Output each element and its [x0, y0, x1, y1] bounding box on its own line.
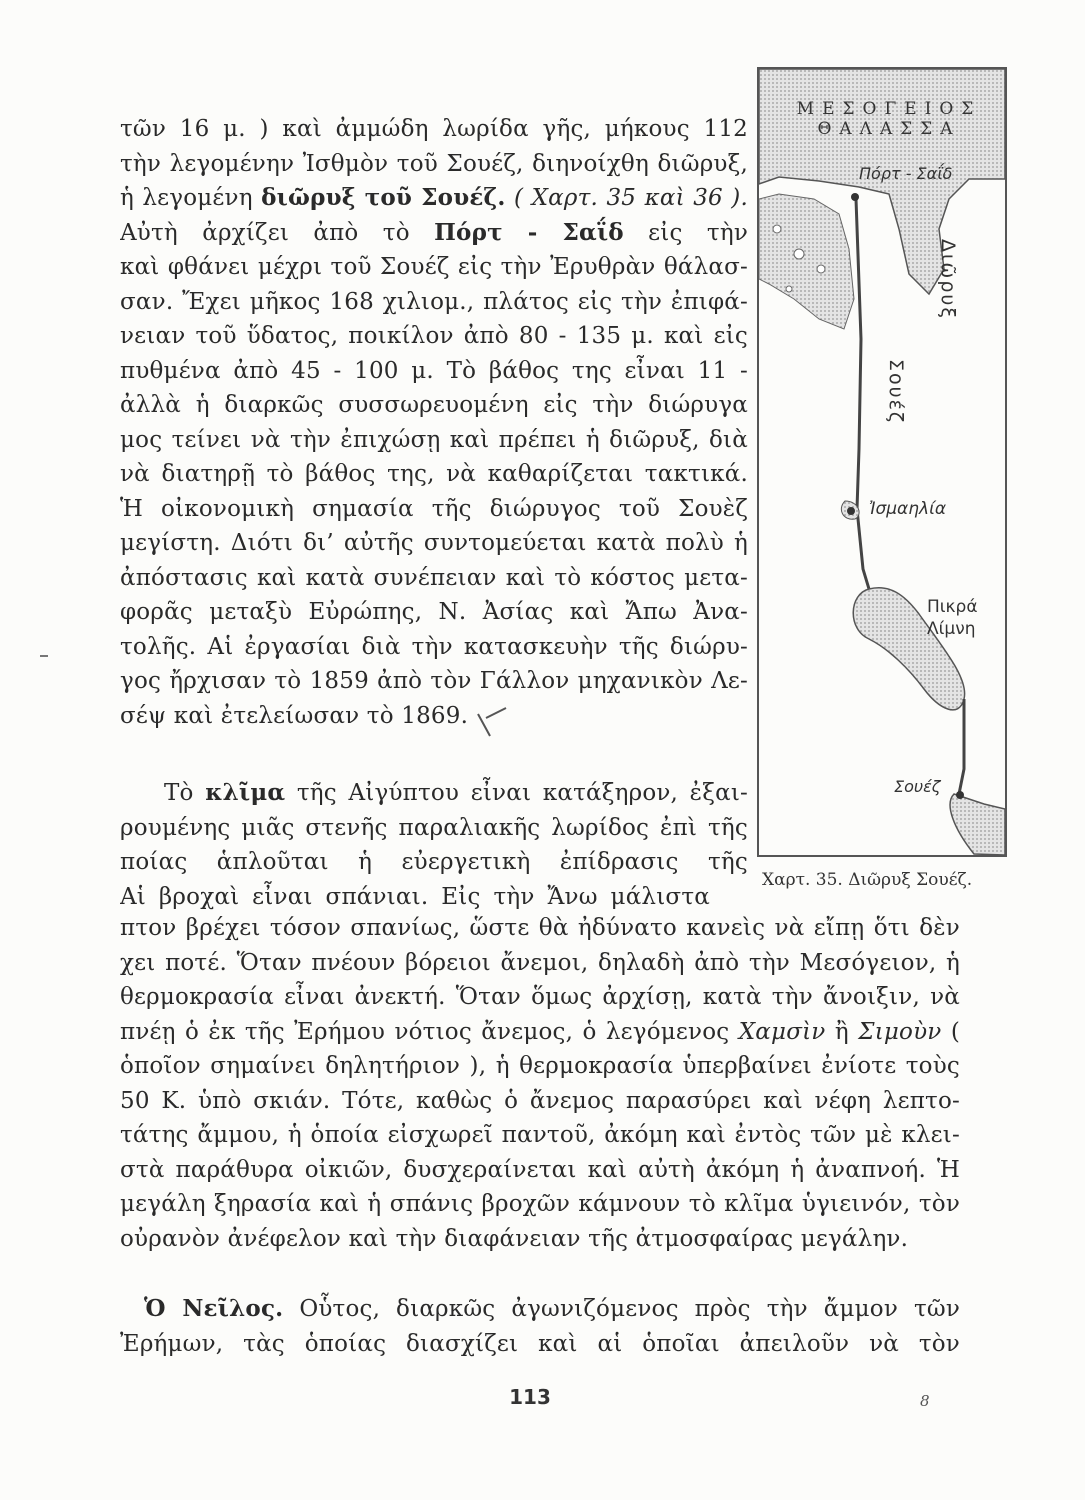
text-line: μεγίστη. Διότι δι’ αὐτῆς συντομεύεται κατὰ πολὺ ἡ: [120, 530, 748, 556]
text-line: Ἐρήμων, τὰς ὁποίας διασχίζει καὶ αἱ ὁποῖαι ἀπειλοῦν νὰ τὸν: [120, 1330, 960, 1357]
text-line: οὐρανὸν ἀνέφελον καὶ τὴν διαφάνειαν τῆς ἀτμοσφαίρας μεγάλην.: [120, 1225, 909, 1252]
text-line: ρουμένης μιᾶς στενῆς παραλιακῆς λωρίδος ἐπὶ τῆς: [120, 814, 748, 841]
text-line: μεγάλη ξηρασία καὶ ἡ σπάνις βροχῶν κάμνουν τὸ κλῖμα ὑγιεινόν, τὸν: [120, 1191, 960, 1217]
text-line: νὰ διατηρῇ τὸ βάθος της, νὰ καθαρίζεται τακτικά.: [120, 461, 748, 487]
bold-term: κλῖμα: [205, 779, 286, 806]
text-line: στὰ παράθυρα οἰκιῶν, δυσχεραίνεται καὶ αὐτὴ ἀκόμη ἡ ἀναπνοή. Ἡ: [120, 1156, 960, 1183]
text-line: νειαν τοῦ ὕδατος, ποικίλον ἀπὸ 80 - 135 μ. καὶ εἰς: [120, 323, 748, 349]
text-line: ἀπόστασις καὶ κατὰ συνέπειαν καὶ τὸ κόστος μετα-: [120, 564, 748, 591]
text-line: Τὸ κλῖμα τῆς Αἰγύπτου εἶναι κατάξηρον, ἐξαι-: [164, 779, 748, 806]
paragraph-nile: [120, 1292, 960, 1361]
text-line: 50 Κ. ὑπὸ σκιάν. Τότε, καθὼς ὁ ἄνεμος παρασύρει καὶ νέφη λεπτο-: [120, 1087, 960, 1114]
text-line: Ἡ οἰκονομικὴ σημασία τῆς διώρυγος τοῦ Σουὲζ: [120, 495, 748, 522]
map-label-lake: Λίμνη: [927, 619, 976, 639]
text-line: τῶν 16 μ. ) καὶ ἀμμώδη λωρίδα γῆς, μήκους 112: [120, 116, 748, 142]
map-label-sea: ΜΕΣΟΓΕΙΟΣ ΘΑΛΑΣΣΑ: [796, 99, 982, 139]
canal-line-south: [959, 699, 964, 794]
text-line: Αὐτὴ ἀρχίζει ἀπὸ τὸ Πόρτ - Σαΐδ εἰς τὴν: [120, 218, 748, 246]
canal-line: [856, 199, 869, 589]
text-line: ποίας ἁπλοῦται ἡ εὐεργετικὴ ἐπίδρασις τῆς: [120, 849, 748, 875]
paragraph-suez-canal: [120, 112, 748, 733]
text-line: πνέῃ ὁ ἐκ τῆς Ἐρήμου νότιος ἄνεμος, ὁ λεγόμενος Χαμσὶν ἢ Σιμοὺν (: [120, 1018, 960, 1045]
text-line: τολῆς. Αἱ ἐργασίαι διὰ τὴν κατασκευὴν τῆς διώρυ-: [120, 633, 748, 660]
suez-canal-map: [757, 67, 1007, 857]
text-line: ἡ λεγομένη διῶρυξ τοῦ Σουέζ. ( Χαρτ. 35 καὶ 36 ).: [120, 184, 748, 211]
map-label-port-said: Πόρτ - Σαΐδ: [859, 164, 953, 183]
text-line: σαν. Ἔχει μῆκος 168 χιλιομ., πλάτος εἰς τὴν ἐπιφά-: [120, 288, 748, 315]
text-line: ἀλλὰ ἡ διαρκῶς συσσωρευομένη εἰς τὴν διώρυγα: [120, 392, 748, 418]
text-line: πτον βρέχει τόσον σπανίως, ὥστε θὰ ἠδύνατο κανεὶς νὰ εἴπῃ ὅτι δὲν: [120, 915, 960, 941]
margin-dash: [40, 655, 48, 657]
bold-term: διῶρυξ τοῦ Σουέζ.: [261, 184, 506, 211]
text-line: χει ποτέ. Ὅταν πνέουν βόρειοι ἄνεμοι, δηλαδὴ ἀπὸ τὴν Μεσόγειον, ἡ: [120, 949, 960, 976]
check-mark-icon: [462, 700, 522, 740]
suez-marker: [956, 791, 964, 799]
paragraph-climate-continued: [120, 911, 960, 1256]
text-line: φορᾶς μεταξὺ Εὐρώπης, Ν. Ἀσίας καὶ Ἄπω Ἀνα-: [120, 599, 748, 625]
paragraph-climate: [120, 776, 748, 914]
text-line: θερμοκρασία εἶναι ἀνεκτή. Ὅταν ὅμως ἀρχίσῃ, κατὰ τὴν ἄνοιξιν, νὰ: [120, 984, 960, 1010]
text-line: τὴν λεγομένην Ἰσθμὸν τοῦ Σουέζ, διηνοίχθη διῶρυξ,: [120, 150, 748, 177]
page-number: 113: [509, 1385, 551, 1409]
map-label-bitter: Πικρά: [927, 597, 978, 617]
italic-term: Χαμσὶν: [738, 1018, 826, 1045]
text-line: τάτης ἄμμου, ἡ ὁποία εἰσχωρεῖ παντοῦ, ἀκόμη καὶ ἐντὸς τῶν μὲ κλει-: [120, 1122, 960, 1148]
map-reference: ( Χαρτ. 35 καὶ 36 ).: [514, 185, 748, 211]
section-heading-nile: Ὁ Νεῖλος.: [144, 1295, 284, 1322]
text-line: Αἱ βροχαὶ εἶναι σπάνιαι. Εἰς τὴν Ἄνω μάλιστα: [120, 883, 710, 910]
gulf-of-suez: [950, 794, 1005, 855]
map-label-canal: Διῶρυξ: [937, 239, 959, 320]
map-caption: Χαρτ. 35. Διῶρυξ Σουέζ.: [762, 870, 973, 890]
text-line: καὶ φθάνει μέχρι τοῦ Σουέζ εἰς τὴν Ἐρυθρὰν θάλασ-: [120, 254, 748, 280]
map-label-suez-vertical: Σουέζ: [885, 359, 907, 425]
text-line: γος ἤρχισαν τὸ 1859 ἀπὸ τὸν Γάλλον μηχανικὸν Λε-: [120, 668, 748, 694]
map-label-ismailia: Ἰσμαηλία: [869, 499, 947, 519]
text-line: μος τείνει νὰ τὴν ἐπιχώσῃ καὶ πρέπει ἡ διῶρυξ, διὰ: [120, 426, 748, 453]
text-line: Ὁ Νεῖλος. Οὗτος, διαρκῶς ἀγωνιζόμενος πρὸς τὴν ἄμμον τῶν: [120, 1292, 960, 1327]
lake-menzaleh: [759, 194, 854, 329]
bold-term: Πόρτ - Σαΐδ: [434, 218, 624, 246]
map-drawing: [759, 69, 1005, 855]
text-line: σέψ καὶ ἐτελείωσαν τὸ 1869.: [120, 702, 469, 729]
text-line: ὁποῖον σημαίνει δηλητήριον ), ἡ θερμοκρασία ὑπερβαίνει ἐνίοτε τοὺς: [120, 1053, 960, 1079]
port-said-marker: [851, 193, 859, 201]
text-line: πυθμένα ἀπὸ 45 - 100 μ. Τὸ βάθος της εἶναι 11 -: [120, 357, 748, 384]
ismailia-marker: [847, 507, 855, 515]
italic-term: Σιμοὺν: [858, 1018, 942, 1045]
map-label-suez: Σουέζ: [894, 777, 941, 796]
signature-mark: 8: [920, 1392, 930, 1410]
